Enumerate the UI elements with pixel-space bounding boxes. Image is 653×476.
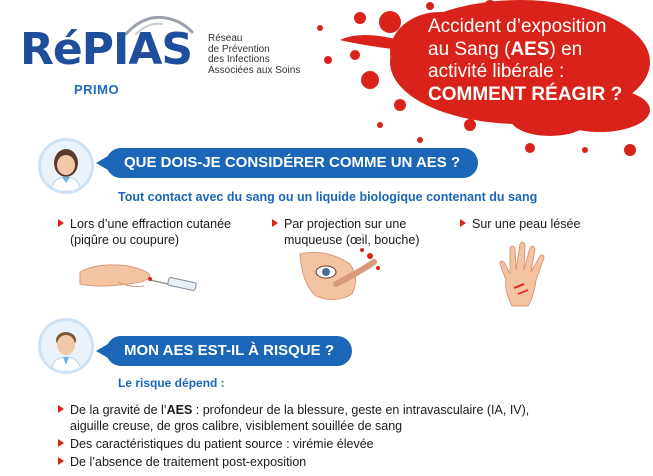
page-title: Accident d’exposition au Sang (AES) en activité libérale : COMMENT RÉAGIR ? xyxy=(428,16,623,105)
doctor-avatar xyxy=(38,318,94,374)
list-item: Des caractéristiques du patient source : virémie élevée xyxy=(58,436,618,452)
logo-program-label: PRIMO xyxy=(74,82,120,97)
section1-subtitle: Tout contact avec du sang ou un liquide biologique contenant du sang xyxy=(118,190,538,204)
list-item: De l’absence de traitement post-exposition xyxy=(58,454,618,470)
nurse-avatar xyxy=(38,138,94,194)
syringe-hand-icon xyxy=(78,252,208,302)
bullet-triangle-icon xyxy=(58,219,64,227)
injured-hand-icon xyxy=(494,240,564,308)
section2-subtitle: Le risque dépend : xyxy=(118,376,225,390)
list-item: Lors d’une effraction cutanée (piqûre ou coupure) xyxy=(58,216,258,248)
list-item: De la gravité de l’AES : profondeur de la blessure, geste en intravasculaire (IA, IV), aiguille creuse, de gros calibre, visiblement souillée de sang xyxy=(58,402,618,434)
logo-network-text: Réseau de Prévention des Infections Associées aux Soins xyxy=(208,33,301,76)
section1-heading: QUE DOIS-JE CONSIDÉRER COMME UN AES ? xyxy=(106,148,478,178)
bullet-triangle-icon xyxy=(58,439,64,447)
list-item: Sur une peau lésée xyxy=(460,216,640,232)
list-item: Par projection sur une muqueuse (œil, bouche) xyxy=(272,216,462,248)
bullet-triangle-icon xyxy=(272,219,278,227)
bullet-triangle-icon xyxy=(58,457,64,465)
bullet-triangle-icon xyxy=(460,219,466,227)
eye-splash-icon xyxy=(296,244,386,306)
logo-wordmark: RéPIAS xyxy=(20,24,193,75)
section2-heading: MON AES EST-IL À RISQUE ? xyxy=(106,336,352,366)
bullet-triangle-icon xyxy=(58,405,64,413)
risk-list xyxy=(58,402,618,472)
